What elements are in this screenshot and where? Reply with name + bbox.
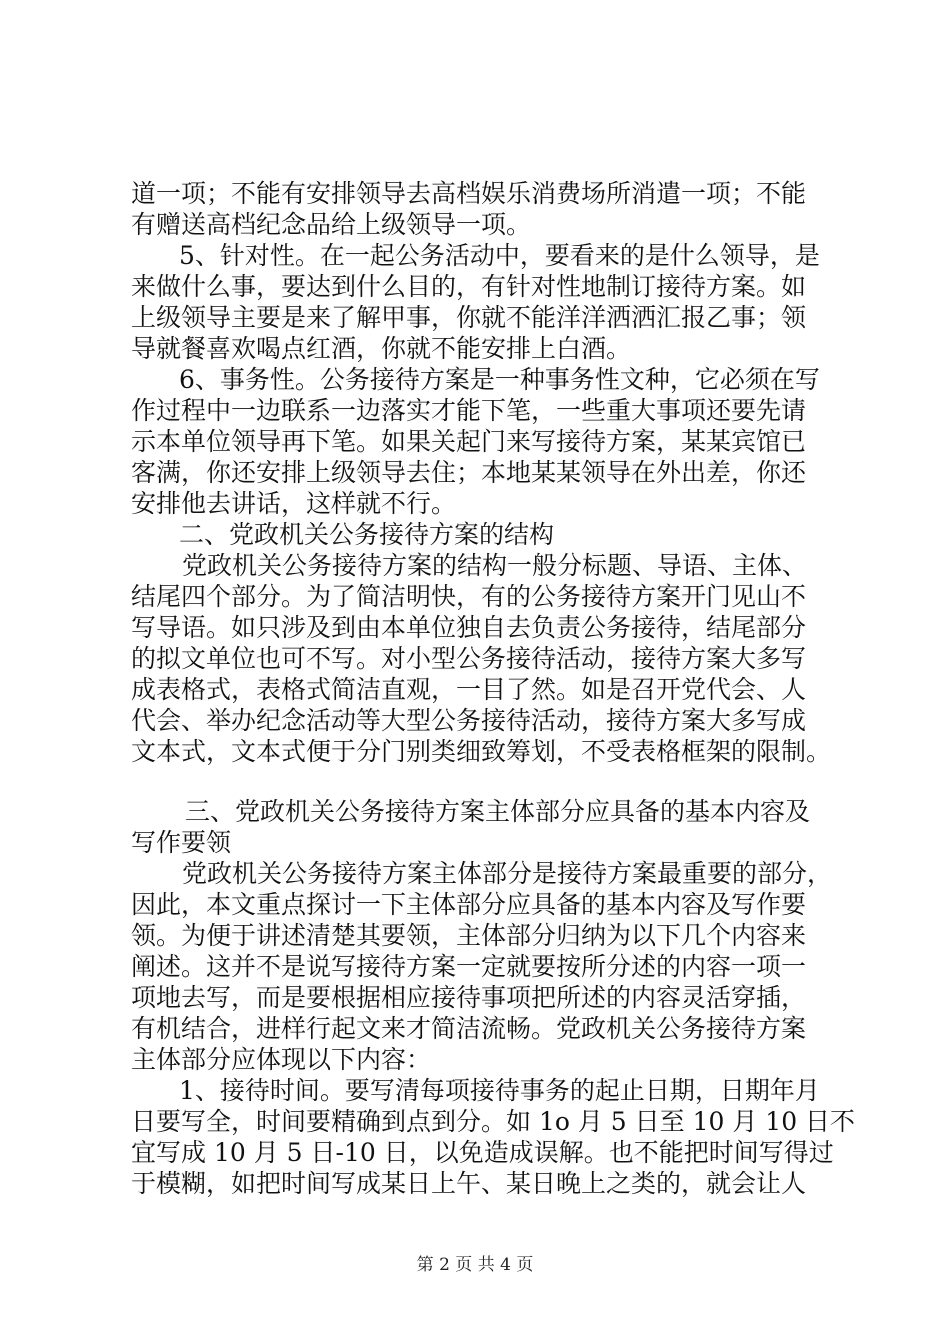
body-line: 示本单位领导再下笔。如果关起门来写接待方案，某某宾馆已 — [131, 427, 807, 456]
body-line: 作过程中一边联系一边落实才能下笔，一些重大事项还要先请 — [131, 396, 807, 425]
body-line: 1、接待时间。要写清每项接待事务的起止日期，日期年月 — [179, 1076, 820, 1105]
section-heading: 三、党政机关公务接待方案主体部分应具备的基本内容及 — [185, 797, 811, 826]
body-line: 上级领导主要是来了解甲事，你就不能洋洋洒洒汇报乙事；领 — [131, 303, 807, 332]
body-line: 于模糊，如把时间写成某日上午、某日晚上之类的，就会让人 — [131, 1169, 807, 1198]
body-line: 安排他去讲话，这样就不行。 — [131, 489, 457, 518]
body-line: 宜写成 10 月 5 日-10 日，以免造成误解。也不能把时间写得过 — [131, 1138, 834, 1167]
section-heading: 二、党政机关公务接待方案的结构 — [179, 520, 555, 549]
page-number-footer: 第 2 页 共 4 页 — [416, 1255, 534, 1275]
body-line: 6、事务性。公务接待方案是一种事务性文种，它必须在写 — [179, 365, 820, 394]
body-line: 道一项；不能有安排领导去高档娱乐消费场所消遣一项；不能 — [131, 179, 807, 208]
body-line: 成表格式，表格式简洁直观，一目了然。如是召开党代会、人 — [131, 675, 807, 704]
body-line: 5、针对性。在一起公务活动中，要看来的是什么领导，是 — [179, 241, 820, 270]
body-line: 有机结合，进样行起文来才简洁流畅。党政机关公务接待方案 — [131, 1014, 807, 1043]
body-line: 客满，你还安排上级领导去住；本地某某领导在外出差，你还 — [131, 458, 807, 487]
body-line: 项地去写，而是要根据相应接待事项把所述的内容灵活穿插， — [131, 983, 807, 1012]
body-line: 来做什么事，要达到什么目的，有针对性地制订接待方案。如 — [131, 272, 807, 301]
body-line: 的拟文单位也可不写。对小型公务接待活动，接待方案大多写 — [131, 644, 807, 673]
body-line: 有赠送高档纪念品给上级领导一项。 — [131, 210, 532, 239]
body-line: 文本式，文本式便于分门别类细致筹划，不受表格框架的限制。 — [131, 737, 832, 766]
body-line: 代会、举办纪念活动等大型公务接待活动，接待方案大多写成 — [131, 706, 807, 735]
section-heading: 写作要领 — [131, 828, 232, 857]
body-line: 日要写全，时间要精确到点到分。如 1o 月 5 日至 10 月 10 日不 — [131, 1107, 856, 1136]
body-line: 因此，本文重点探讨一下主体部分应具备的基本内容及写作要 — [131, 890, 807, 919]
body-line: 阐述。这并不是说写接待方案一定就要按所分述的内容一项一 — [131, 952, 807, 981]
body-line: 主体部分应体现以下内容： — [131, 1045, 432, 1074]
body-line: 党政机关公务接待方案主体部分是接待方案最重要的部分， — [182, 859, 833, 888]
body-line: 导就餐喜欢喝点红酒，你就不能安排上白酒。 — [131, 334, 632, 363]
body-line: 结尾四个部分。为了简洁明快，有的公务接待方案开门见山不 — [131, 582, 807, 611]
body-line: 领。为便于讲述清楚其要领，主体部分归纳为以下几个内容来 — [131, 921, 807, 950]
body-line: 党政机关公务接待方案的结构一般分标题、导语、主体、 — [182, 551, 808, 580]
body-line: 写导语。如只涉及到由本单位独自去负责公务接待，结尾部分 — [131, 613, 807, 642]
